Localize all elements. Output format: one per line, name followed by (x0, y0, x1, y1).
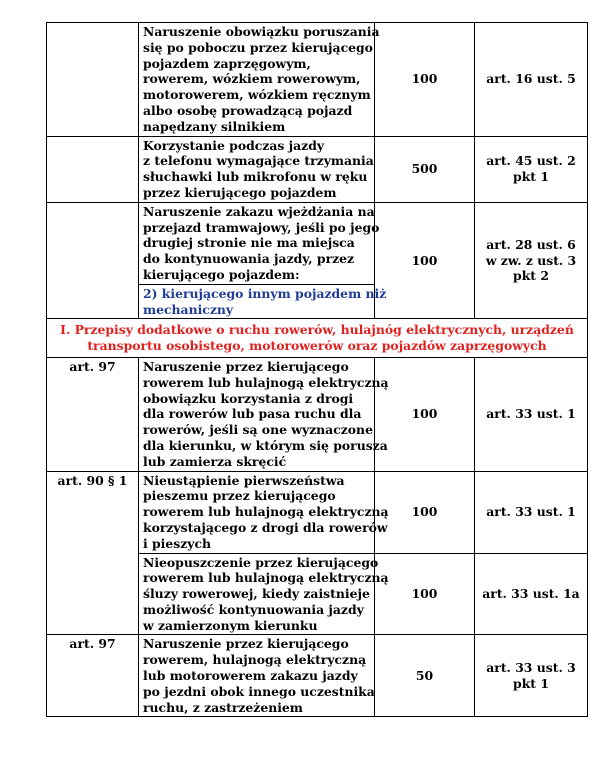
legal-basis (475, 357, 588, 471)
description-line: rowerem lub hulajnogą elektryczną (143, 504, 389, 520)
article-cell (47, 202, 139, 319)
description-line: Nieopuszczenie przez kierującego (143, 554, 379, 570)
description-line: rowerem, wózkiem rowerowym, (143, 71, 361, 87)
fines-table (46, 22, 588, 717)
description-line: rowerów, jeśli są one wyznaczone (143, 422, 373, 438)
fine-amount: 500 (375, 136, 475, 202)
legal-basis (475, 23, 588, 137)
table-row (47, 136, 588, 202)
basis-line: art. 16 ust. 5 (486, 71, 576, 87)
description-line: do kontynuowania jazdy, przez (143, 251, 355, 267)
description-main (139, 203, 380, 285)
description-line: po jezdni obok innego uczestnika (143, 683, 375, 699)
offense-description (139, 136, 375, 202)
fine-amount: 100 (375, 357, 475, 471)
offense-description (139, 471, 389, 553)
legal-basis (475, 471, 588, 553)
description-line: Naruszenie zakazu wjeżdżania na (143, 203, 375, 219)
legal-basis (475, 635, 588, 717)
basis-line: pkt 2 (513, 268, 549, 284)
description-line: Korzystanie podczas jazdy (143, 137, 325, 153)
description-line: przejazd tramwajowy, jeśli po jego (143, 219, 380, 235)
offense-description (139, 202, 387, 319)
basis-line: w zw. z ust. 3 (485, 252, 577, 268)
article-cell (47, 23, 139, 137)
description-sub-point (139, 285, 387, 319)
description-line: słuchawki lub mikrofonu w ręku (143, 169, 368, 185)
sub-point-line: 2) kierującego innym pojazdem niż (143, 285, 387, 301)
description-line: możliwość kontynuowania jazdy (143, 601, 364, 617)
article-cell: art. 90 § 1 (47, 471, 139, 635)
description-line: i pieszych (143, 535, 212, 551)
description-line: korzystającego z drogi dla rowerów (143, 519, 388, 535)
basis-line: art. 45 ust. 2 (486, 153, 576, 169)
description-line: napędzany silnikiem (143, 118, 286, 134)
table-row (47, 635, 588, 717)
table-row (47, 202, 588, 319)
description-line: w zamierzonym kierunku (143, 617, 318, 633)
description-line: drugiej stronie nie ma miejsca (143, 235, 355, 251)
description-line: dla kierunku, w którym się porusza (143, 437, 388, 453)
description-line: dla rowerów lub pasa ruchu dla (143, 406, 362, 422)
table-row (47, 471, 588, 553)
offense-description (139, 23, 380, 137)
offense-description (139, 553, 389, 635)
description-line: motorowerem, wózkiem ręcznym (143, 87, 371, 103)
section-header-row (47, 319, 588, 358)
basis-line: art. 28 ust. 6 (486, 236, 576, 252)
article-cell: art. 97 (47, 357, 139, 471)
table-row (47, 357, 588, 471)
fine-amount: 50 (375, 635, 475, 717)
description-line: pojazdem zaprzęgowym, (143, 55, 311, 71)
section-heading-line: transportu osobistego, motorowerów oraz pojazdów zaprzęgowych (87, 338, 547, 354)
description-line: obowiązku korzystania z drogi (143, 390, 354, 406)
basis-line: art. 33 ust. 1 (486, 406, 576, 422)
basis-line: pkt 1 (513, 675, 549, 691)
fine-amount: 100 (375, 471, 475, 553)
description-line: ruchu, z zastrzeżeniem (143, 699, 303, 715)
offense-description (139, 357, 389, 471)
offense-description (139, 635, 375, 717)
description-line: przez kierującego pojazdem (143, 184, 337, 200)
description-line: albo osobę prowadzącą pojazd (143, 102, 353, 118)
fine-amount: 100 (375, 202, 475, 319)
description-line: rowerem, hulajnogą elektryczną (143, 652, 367, 668)
description-line: kierującego pojazdem: (143, 266, 300, 282)
legal-basis (475, 136, 588, 202)
description-line: rowerem lub hulajnogą elektryczną (143, 570, 389, 586)
sub-point-line: mechaniczny (143, 301, 234, 317)
fine-amount: 100 (375, 23, 475, 137)
description-line: lub motorowerem zakazu jazdy (143, 668, 358, 684)
description-line: rowerem lub hulajnogą elektryczną (143, 374, 389, 390)
description-line: śluzy rowerowej, kiedy zaistnieje (143, 586, 370, 602)
section-heading (47, 319, 588, 358)
description-line: Nieustąpienie pierwszeństwa (143, 472, 345, 488)
description-line: Naruszenie obowiązku poruszania (143, 24, 380, 39)
description-line: pieszemu przez kierującego (143, 488, 336, 504)
fine-amount: 100 (375, 553, 475, 635)
article-cell (47, 136, 139, 202)
description-line: z telefonu wymagające trzymania (143, 153, 374, 169)
description-line: Naruszenie przez kierującego (143, 358, 349, 374)
basis-line: art. 33 ust. 1 (486, 504, 576, 520)
legal-basis (475, 202, 588, 319)
article-cell: art. 97 (47, 635, 139, 717)
description-line: się po poboczu przez kierującego (143, 39, 373, 55)
basis-line: art. 33 ust. 1a (482, 586, 580, 602)
legal-basis (475, 553, 588, 635)
description-line: lub zamierza skręcić (143, 453, 287, 469)
table-row (47, 23, 588, 137)
basis-line: pkt 1 (513, 169, 549, 185)
section-heading-line: I. Przepisy dodatkowe o ruchu rowerów, hulajnóg elektrycznych, urządzeń (60, 322, 574, 338)
description-line: Naruszenie przez kierującego (143, 636, 349, 652)
basis-line: art. 33 ust. 3 (486, 660, 576, 676)
